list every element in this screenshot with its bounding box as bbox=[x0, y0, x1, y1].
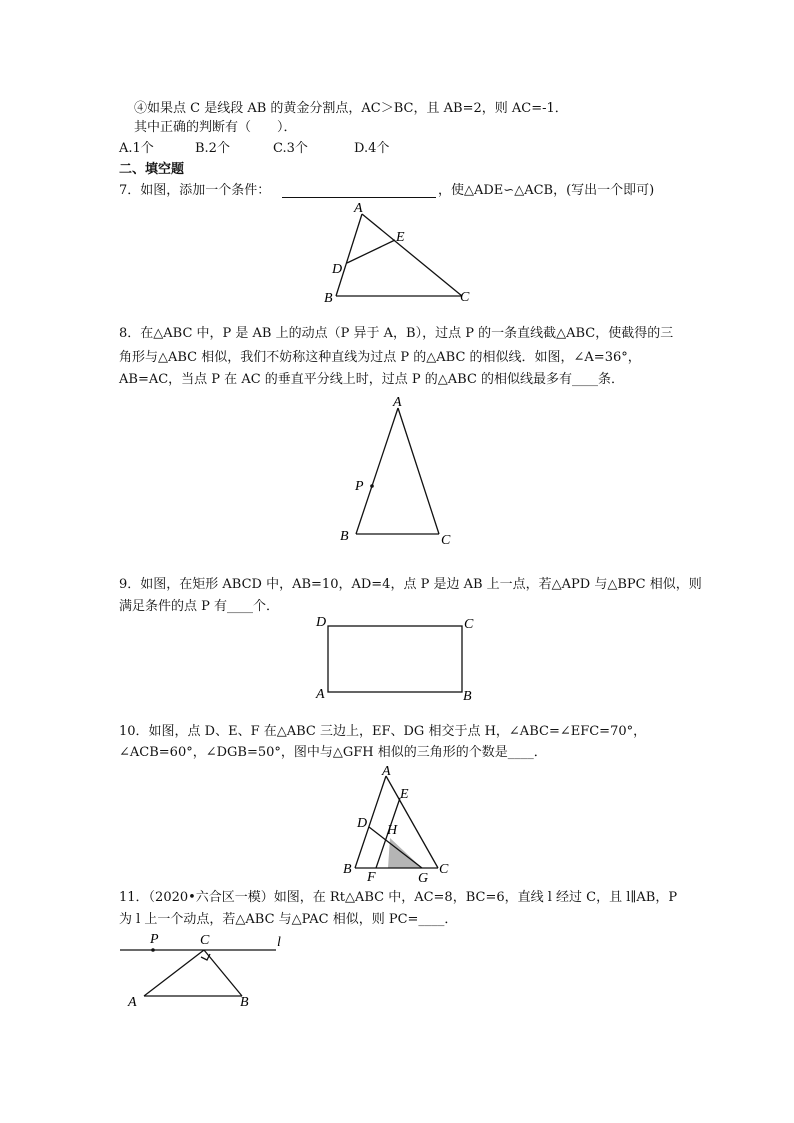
q11-label-c: C bbox=[200, 933, 210, 948]
q6-option-c: C.3个 bbox=[273, 141, 308, 156]
q7-text: 7．如图，添加一个条件： bbox=[119, 183, 271, 198]
q7-label-d: D bbox=[332, 262, 343, 277]
q6-statement-4: ④如果点 C 是线段 AB 的黄金分割点，AC＞BC，且 AB=2，则 AC=-1． bbox=[134, 101, 568, 116]
q11-point-p-dot bbox=[151, 948, 155, 952]
q7-label-b: B bbox=[324, 291, 333, 306]
q8-label-c: C bbox=[441, 533, 451, 548]
q7-text-after: ，使△ADE∽△ACB，(写出一个即可) bbox=[438, 183, 655, 198]
q9-label-a: A bbox=[316, 687, 325, 702]
q8-label-b: B bbox=[340, 529, 349, 544]
q10-label-e: E bbox=[400, 787, 409, 802]
q7-triangle-figure bbox=[320, 200, 480, 308]
q6-option-d: D.4个 bbox=[354, 141, 390, 156]
q11-line-1: 11．（2020•六合区一模）如图，在 Rt△ABC 中，AC=8，BC=6，直线 l 经过 C，且 l∥AB，P bbox=[119, 890, 678, 905]
q7-answer-blank bbox=[282, 197, 436, 198]
q9-line-1: 9．如图，在矩形 ABCD 中，AB=10，AD=4，点 P 是边 AB 上一点，若△APD 与△BPC 相似，则 bbox=[119, 577, 702, 592]
q10-line-2: ∠ACB=60°，∠DGB=50°，图中与△GFH 相似的三角形的个数是____． bbox=[119, 745, 547, 760]
q9-label-b: B bbox=[463, 689, 472, 702]
q11-label-a: A bbox=[128, 995, 137, 1010]
q8-line-3: AB=AC，当点 P 在 AC 的垂直平分线上时，过点 P 的△ABC 的相似线最多有____条． bbox=[119, 372, 625, 387]
q8-label-a: A bbox=[393, 395, 402, 410]
q11-label-b: B bbox=[240, 995, 249, 1010]
q9-line-2: 满足条件的点 P 有____个． bbox=[119, 599, 280, 614]
q11-label-l: l bbox=[277, 935, 281, 950]
q9-rectangle-figure bbox=[310, 612, 480, 702]
q10-label-c: C bbox=[439, 862, 449, 877]
q10-label-b: B bbox=[343, 862, 352, 877]
q7-label-c: C bbox=[460, 290, 470, 305]
q10-line-1: 10．如图，点 D、E、F 在△ABC 三边上，EF、DG 相交于点 H，∠ABC=∠EFC=70°， bbox=[119, 724, 647, 739]
q9-label-d: D bbox=[316, 615, 327, 630]
q10-label-a: A bbox=[382, 764, 391, 779]
q10-triangle-figure bbox=[338, 762, 458, 884]
q11-right-triangle-figure bbox=[116, 928, 291, 1012]
section-title: 二、填空题 bbox=[119, 162, 185, 177]
q6-option-b: B.2个 bbox=[195, 141, 230, 156]
q10-label-h: H bbox=[387, 823, 398, 838]
q8-line-2: 角形与△ABC 相似，我们不妨称这种直线为过点 P 的△ABC 的相似线．如图，∠A=36°， bbox=[119, 350, 641, 365]
q10-label-d: D bbox=[357, 816, 368, 831]
q11-line-2: 为 l 上一个动点，若△ABC 与△PAC 相似，则 PC=____． bbox=[119, 912, 458, 927]
q7-label-a: A bbox=[354, 201, 363, 216]
q10-label-f: F bbox=[367, 870, 376, 884]
q6-option-a: A.1个 bbox=[119, 141, 154, 156]
q10-label-g: G bbox=[418, 871, 429, 884]
q9-label-c: C bbox=[464, 617, 474, 632]
q6-prompt: 其中正确的判断有（ ）． bbox=[134, 120, 297, 135]
q7-label-e: E bbox=[396, 230, 405, 245]
q8-label-p: P bbox=[355, 479, 364, 494]
q8-point-p-dot bbox=[370, 484, 374, 488]
q8-line-1: 8．在△ABC 中，P 是 AB 上的动点（P 异于 A，B），过点 P 的一条直线截△ABC，使截得的三 bbox=[119, 326, 674, 341]
q8-isosceles-triangle-figure bbox=[335, 392, 465, 550]
q11-label-p: P bbox=[150, 932, 159, 947]
